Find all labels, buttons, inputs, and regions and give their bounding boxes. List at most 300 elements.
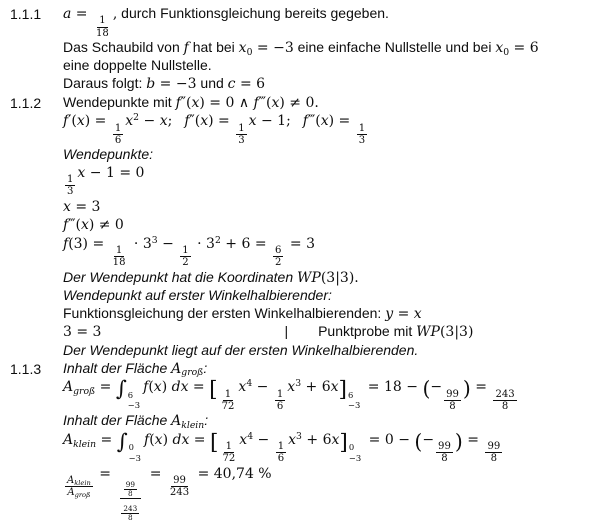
math-run: 99 [173, 474, 186, 486]
math-run: = [95, 379, 116, 396]
solution-line [0, 235, 615, 269]
upper-limit [129, 442, 134, 453]
math-run: f [144, 431, 150, 448]
solution-line [0, 269, 615, 288]
math-run: 3 [238, 134, 245, 146]
fraction [436, 441, 453, 465]
math-run: + 6 [301, 379, 331, 396]
math-run: y [385, 305, 394, 322]
fraction-denominator [180, 257, 190, 268]
fraction-denominator [111, 257, 128, 268]
math-run: A [67, 487, 75, 499]
math-run: f [63, 113, 69, 130]
solution-line [0, 342, 615, 360]
text-run: Der Wendepunkt hat die Koordinaten [63, 268, 298, 285]
line-content [63, 94, 319, 110]
math-run: x [191, 94, 200, 111]
solution-line [0, 412, 615, 431]
math-run: x [248, 113, 257, 130]
solution-line [0, 305, 615, 324]
math-run: 4 [247, 430, 254, 442]
math-run: 8 [501, 400, 509, 412]
big-delimiter: ( [414, 429, 423, 454]
math-run: ( [149, 431, 155, 448]
fraction-numerator [493, 389, 516, 401]
fraction-denominator [357, 135, 367, 146]
math-run: a [63, 6, 72, 22]
math-run: x [239, 431, 248, 448]
fraction-numerator [357, 123, 367, 135]
fraction-denominator [447, 401, 457, 412]
math-run: · 3 [129, 235, 152, 252]
line-content [63, 216, 124, 232]
fraction [121, 505, 139, 522]
math-run: x [159, 113, 168, 130]
math-run: 0 [128, 442, 134, 453]
math-run: 99 [438, 440, 451, 452]
math-run: dx [171, 379, 189, 396]
math-run: x [238, 39, 247, 56]
math-run: = 6 [235, 76, 266, 93]
math-run: x [331, 431, 340, 448]
math-run: A [63, 431, 74, 448]
math-run: ) [162, 431, 173, 448]
math-run: = [470, 379, 492, 396]
math-run: x [76, 113, 85, 130]
math-run: 99 [487, 440, 501, 452]
math-run: 99 [125, 479, 135, 489]
solution-line [0, 431, 615, 465]
math-run: 8 [128, 488, 133, 498]
math-run: 6 [127, 389, 134, 400]
math-run: 72 [222, 453, 236, 465]
big-delimiter: ] [338, 377, 347, 403]
math-run: = [94, 465, 116, 482]
fraction-denominator [168, 487, 191, 498]
fraction-denominator [94, 28, 111, 39]
math-run: 8 [490, 453, 498, 465]
section-number: 1.1.2 [10, 94, 42, 111]
text-run: hat bei [188, 38, 239, 55]
math-run: groß [73, 386, 96, 398]
math-run: 0 [503, 46, 510, 58]
fraction [117, 475, 143, 522]
fraction-denominator [113, 135, 123, 146]
math-run: 3 [358, 134, 366, 146]
fraction [444, 389, 461, 413]
text-run: Punktprobe mit [318, 323, 417, 340]
math-run: −3 [348, 400, 361, 411]
math-run: = [393, 305, 414, 322]
lower-limit [349, 453, 361, 464]
section-number: 1.1.3 [10, 360, 42, 377]
math-run: = 6 [509, 39, 539, 56]
math-run: = [462, 431, 484, 448]
big-delimiter: ( [422, 376, 431, 401]
math-run: 2 [214, 234, 221, 246]
math-run: x [288, 431, 297, 448]
math-run: 4 [246, 378, 253, 390]
fraction [493, 389, 516, 413]
solution-line [0, 360, 615, 379]
math-run: − [139, 113, 160, 130]
text-run: Das Schaubild von [63, 38, 184, 55]
math-run: x [271, 94, 280, 111]
math-run: 6 [275, 245, 282, 256]
solution-line [0, 146, 615, 164]
math-run: 1 [182, 245, 189, 256]
solution-line [0, 378, 615, 412]
fraction [111, 245, 128, 269]
math-run: 3 [67, 186, 74, 198]
fraction-denominator [220, 453, 237, 464]
math-run: x [80, 217, 89, 234]
math-run: − 1; [256, 113, 291, 130]
fraction-numerator [224, 441, 234, 453]
math-run: · 3 [192, 235, 215, 252]
math-run: 1 [67, 173, 74, 185]
math-run: 2 [182, 257, 189, 269]
math-run: −3 [128, 452, 141, 463]
line-content [63, 342, 418, 358]
upper-limit [348, 390, 353, 401]
solution-line [0, 465, 615, 522]
line-content [63, 198, 100, 214]
math-run: groß [181, 367, 204, 379]
math-run: 2 [133, 112, 140, 124]
integral-limits [129, 442, 141, 463]
math-run: x [125, 113, 134, 130]
math-run: 99 [446, 388, 459, 400]
math-run: 2 [275, 257, 282, 269]
math-run: = 18 − [363, 379, 423, 396]
fraction [124, 481, 137, 498]
math-run: ) ≠ 0. [279, 94, 319, 111]
big-delimiter: ] [339, 429, 348, 455]
fraction [236, 123, 246, 147]
line-content [63, 465, 272, 522]
math-run: ) [161, 379, 172, 396]
math-run: − [253, 431, 274, 448]
math-run: klein [73, 438, 97, 450]
big-delimiter: ) [462, 376, 471, 401]
text-run: : [203, 359, 208, 376]
math-run: 3 = 3 [63, 324, 102, 341]
fraction [273, 245, 283, 269]
math-run: 0 [348, 442, 355, 453]
big-delimiter: [ [209, 377, 218, 403]
text-run: Funktionsgleichung der ersten Winkelhalbierenden: [63, 304, 386, 321]
math-run: ′( [68, 113, 77, 130]
upper-limit [349, 442, 354, 453]
math-run: ‴( [258, 94, 272, 111]
line-content [63, 412, 209, 431]
math-run: x [200, 113, 209, 130]
math-run: 18 [112, 257, 126, 269]
solution-line [0, 39, 615, 58]
math-run: = 3 [70, 198, 101, 215]
fraction-numerator [275, 389, 285, 401]
subscript [74, 480, 90, 487]
line-content [63, 376, 519, 412]
lower-limit [128, 400, 140, 411]
math-run: 1 [225, 440, 233, 452]
line-content [63, 305, 422, 321]
math-run: 1 [276, 388, 284, 400]
fraction [180, 245, 190, 269]
math-run: + 6 = [220, 235, 272, 252]
fraction [220, 441, 237, 465]
fraction-numerator [236, 123, 246, 135]
math-run: = −3 [155, 76, 197, 93]
math-run: x [77, 164, 86, 181]
math-run: f [302, 113, 308, 130]
fraction-denominator [489, 453, 499, 464]
text-run: Wendepunkte: [63, 146, 154, 163]
fraction-numerator [65, 174, 75, 186]
integral-limits [128, 390, 140, 411]
math-run: = 40,74 % [193, 465, 272, 482]
solution-lines [0, 5, 615, 522]
math-run: 243 [123, 503, 138, 513]
subscript [73, 386, 95, 396]
math-run: f [143, 379, 149, 396]
math-run: = −3 [252, 39, 294, 56]
math-run: 1 [114, 122, 122, 134]
math-run: 0 [246, 46, 253, 58]
fraction-denominator [275, 401, 285, 412]
math-run: x [153, 379, 162, 396]
line-content [63, 164, 145, 198]
math-run: ( [148, 379, 154, 396]
upper-limit [128, 390, 133, 401]
line-content [63, 112, 369, 146]
math-run: 6 [276, 400, 284, 412]
math-run: 72 [221, 400, 235, 412]
line-content [63, 38, 539, 58]
math-run: = [96, 431, 117, 448]
math-run: 3 [295, 378, 302, 390]
solution-line [0, 94, 615, 113]
math-run: WP [416, 324, 440, 341]
math-run: = [71, 6, 92, 22]
math-run: 8 [441, 453, 448, 465]
math-run: f [63, 217, 69, 234]
fraction-denominator [439, 453, 449, 464]
line-content [63, 5, 389, 39]
fraction-numerator [114, 245, 124, 257]
fraction-numerator [276, 441, 286, 453]
math-run: WP [297, 269, 321, 286]
fraction-denominator [276, 453, 286, 464]
math-run: 1 [277, 440, 285, 452]
big-delimiter: [ [209, 429, 219, 455]
big-delimiter: ∫ [116, 429, 128, 454]
math-run: 1 [238, 122, 245, 134]
math-run: x [154, 431, 163, 448]
math-run: groß [74, 491, 91, 500]
math-run: ″( [189, 113, 201, 130]
solution-line [0, 323, 615, 342]
math-run: f [253, 94, 259, 111]
math-run: 1 [224, 388, 232, 400]
math-run: f [175, 94, 181, 111]
fraction-numerator [65, 475, 93, 487]
text-run: | [284, 323, 289, 340]
math-run: ) = [84, 113, 111, 130]
math-run: ; [167, 113, 173, 130]
math-run: A [171, 413, 182, 430]
text-run: eine doppelte Nullstelle. [63, 57, 212, 74]
fraction-denominator [117, 499, 143, 522]
big-delimiter: ∫ [115, 376, 127, 401]
math-run: b [146, 76, 156, 93]
math-run: = 3 [285, 235, 315, 252]
math-run: = 0 − [364, 431, 415, 448]
section-number: 1.1.1 [10, 6, 42, 22]
math-run: − 1 = 0 [85, 164, 145, 181]
fraction-denominator [220, 401, 237, 412]
line-content [63, 269, 359, 285]
fraction-numerator [97, 15, 107, 27]
solution-line [0, 75, 615, 94]
math-run: = [145, 465, 166, 482]
text-run: Daraus folgt: [63, 75, 147, 92]
fraction-numerator [180, 245, 190, 257]
lower-limit [129, 453, 141, 464]
integral-limits [349, 442, 361, 463]
math-run: 243 [495, 388, 515, 400]
math-run: + 6 [301, 431, 332, 448]
math-run: ) = 0 ∧ [199, 94, 254, 111]
math-run: (3|3). [320, 269, 359, 286]
math-run: ‴( [68, 217, 81, 234]
math-run: −3 [348, 452, 362, 463]
math-run: 6 [114, 134, 122, 146]
fraction [168, 475, 191, 499]
math-run: x [287, 379, 296, 396]
subscript [73, 439, 96, 449]
fraction-denominator [236, 135, 246, 146]
math-run: x [238, 379, 247, 396]
math-run: ) ≠ 0 [88, 217, 124, 234]
math-run: 3 [151, 234, 158, 246]
fraction [65, 174, 75, 198]
math-run: klein [74, 478, 91, 487]
fraction-denominator [126, 490, 135, 498]
line-content [63, 359, 208, 379]
math-run: f [184, 113, 190, 130]
fraction-denominator [65, 487, 92, 498]
math-run: − [157, 235, 179, 252]
solution-line [0, 112, 615, 146]
fraction-numerator [273, 245, 283, 257]
text-run: eine einfache Nullstelle und bei [293, 38, 496, 55]
math-run: 8 [449, 400, 456, 412]
math-run: x [413, 305, 422, 322]
fraction-numerator [120, 475, 141, 499]
line-content [63, 287, 332, 303]
math-run: −3 [127, 400, 141, 411]
math-run: − [430, 379, 443, 396]
math-run: x [320, 113, 329, 130]
math-run: ″( [180, 94, 192, 111]
math-run: f [63, 235, 69, 252]
solution-line [0, 287, 615, 305]
math-run: A [171, 360, 182, 377]
solution-line [0, 57, 615, 75]
line-content [63, 429, 504, 465]
fraction-numerator [113, 123, 123, 135]
math-run: A [67, 474, 75, 486]
math-run: x [495, 39, 504, 56]
text-run: Wendepunkt auf erster Winkelhalbierender: [63, 287, 332, 304]
math-run: ‴( [307, 113, 321, 130]
fraction [113, 123, 123, 147]
solution-line [0, 216, 615, 235]
math-run: dx [172, 431, 190, 448]
fraction [220, 389, 237, 413]
math-run: 1 [115, 245, 123, 256]
fraction-denominator [65, 186, 75, 197]
fraction-denominator [273, 257, 283, 268]
math-run: x [330, 379, 339, 396]
math-run: klein [181, 419, 205, 431]
math-run: c [227, 76, 236, 93]
fraction-numerator [444, 389, 461, 401]
text-run: Inhalt der Fläche [63, 412, 172, 429]
text-run: Der Wendepunkt liegt auf der ersten Winkelhalbierenden. [63, 342, 419, 359]
solution-line [0, 198, 615, 217]
math-run: x [63, 198, 71, 215]
fraction [357, 123, 367, 147]
math-run: A [63, 379, 74, 396]
fraction [276, 441, 286, 465]
math-run: 3 [296, 430, 302, 442]
fraction [275, 389, 285, 413]
fraction-numerator [223, 389, 233, 401]
fraction-denominator [500, 401, 510, 412]
fraction [65, 475, 93, 499]
math-run: 6 [277, 453, 285, 465]
math-run: = [188, 379, 210, 396]
math-run: (3) = [68, 235, 109, 252]
fraction-numerator [436, 441, 453, 453]
fraction-numerator [485, 441, 502, 453]
integral-limits [348, 390, 360, 411]
math-run: , [112, 6, 118, 22]
math-run: − [422, 431, 435, 448]
math-run: 6 [348, 389, 354, 400]
line-content [63, 75, 265, 91]
fraction [94, 15, 111, 39]
lower-limit [348, 400, 360, 411]
subscript [181, 420, 204, 430]
math-run: (3|3) [439, 324, 474, 341]
line-content [63, 234, 315, 269]
math-run: 1 [358, 122, 366, 134]
math-run: − [252, 379, 273, 396]
fraction-denominator [126, 514, 135, 522]
subscript [75, 492, 91, 499]
fraction-numerator [171, 475, 188, 487]
solution-line [0, 164, 615, 198]
math-run: ) = [208, 113, 235, 130]
line-content [63, 323, 473, 339]
text-run: Inhalt der Fläche [63, 359, 172, 376]
fraction [485, 441, 502, 465]
line-content [63, 57, 212, 73]
